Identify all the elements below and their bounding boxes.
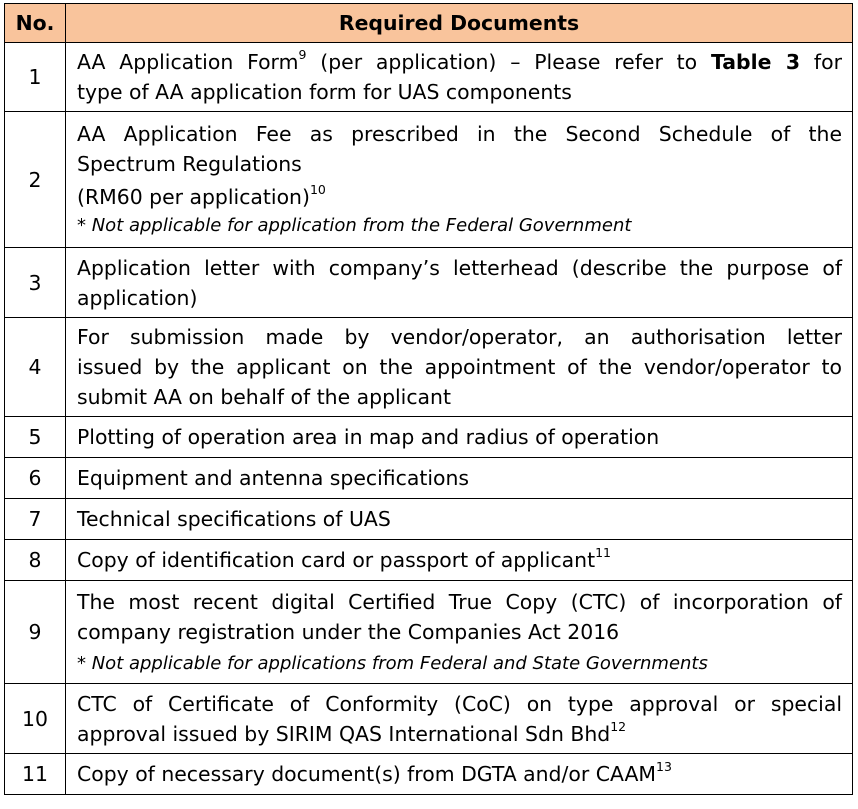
row-number: 3: [5, 248, 66, 318]
table-row: [5, 318, 853, 417]
row-description: [66, 540, 853, 581]
description-line: Spectrum Regulations: [77, 152, 302, 176]
required-documents-table: [4, 3, 853, 795]
description-line: For submission made by vendor/operator, an authorisation letter: [77, 325, 842, 349]
row-number: 2: [5, 112, 66, 248]
table-row: [5, 581, 853, 684]
row-description: [66, 43, 853, 112]
footnote-ref: 13: [656, 759, 672, 775]
row-number: 5: [5, 417, 66, 458]
description-line: type of AA application form for UAS components: [77, 80, 572, 104]
row-number: 6: [5, 458, 66, 499]
row-description: [66, 754, 853, 795]
description-line: [77, 759, 842, 789]
table-reference: Table 3: [710, 50, 801, 74]
footnote-ref: 12: [610, 718, 627, 734]
description-line: [77, 719, 842, 749]
description-line: [77, 182, 842, 212]
description-line: [77, 47, 842, 77]
table-row: [5, 754, 853, 795]
text-segment: approval issued by SIRIM QAS International Sdn Bhd: [77, 721, 611, 746]
table-row: [5, 458, 853, 499]
table-row: [5, 43, 853, 112]
table-header-row: [5, 4, 853, 43]
row-description: [66, 248, 853, 318]
row-description: [66, 417, 853, 458]
description-line: submit AA on behalf of the applicant: [77, 385, 451, 409]
row-number: 9: [5, 581, 66, 684]
text-segment: for: [800, 50, 842, 74]
row-description: [66, 458, 853, 499]
footnote-ref: 9: [298, 47, 307, 63]
text-segment: Copy of necessary document(s) from DGTA and/or CAAM: [77, 762, 657, 786]
text-segment: (per application) – Please refer to: [306, 50, 711, 74]
description-line: company registration under the Companies Act 2016: [77, 619, 620, 644]
description-line: CTC of Certificate of Conformity (CoC) on type approval or special: [77, 691, 842, 716]
description-line: The most recent digital Certified True Copy (CTC) of incorporation of: [77, 589, 842, 614]
description-line: Application letter with company’s letterhead (describe the purpose of: [77, 255, 842, 280]
header-required-documents: Required Documents: [66, 4, 853, 43]
row-number: 1: [5, 43, 66, 112]
description-line: Equipment and antenna specifications: [77, 466, 470, 490]
footnote-ref: 10: [309, 182, 326, 198]
row-number: 7: [5, 499, 66, 540]
footnote-ref: 11: [595, 545, 612, 561]
row-description: [66, 581, 853, 684]
table-row: [5, 248, 853, 318]
text-segment: (RM60 per application): [77, 185, 310, 209]
description-line: Technical specifications of UAS: [77, 507, 391, 531]
description-line: AA Application Fee as prescribed in the Second Schedule of the: [77, 122, 842, 146]
text-segment: Copy of identification card or passport of applicant: [77, 548, 596, 572]
table-row: [5, 417, 853, 458]
row-description: [66, 684, 853, 754]
row-number: 8: [5, 540, 66, 581]
row-description: [66, 499, 853, 540]
table-row: [5, 112, 853, 248]
description-line: [77, 545, 842, 575]
note-text: * Not applicable for application from the Federal Government: [77, 215, 632, 236]
description-line: application): [77, 285, 198, 310]
row-number: 4: [5, 318, 66, 417]
row-number: 11: [5, 754, 66, 795]
description-line: Plotting of operation area in map and radius of operation: [77, 425, 660, 449]
table-row: [5, 540, 853, 581]
text-segment: AA Application Form: [77, 50, 299, 74]
table-row: [5, 499, 853, 540]
description-line: issued by the applicant on the appointment of the vendor/operator to: [77, 355, 842, 379]
row-description: [66, 318, 853, 417]
table-row: [5, 684, 853, 754]
row-number: 10: [5, 684, 66, 754]
row-description: [66, 112, 853, 248]
header-no: No.: [5, 4, 66, 43]
note-text: * Not applicable for applications from Federal and State Governments: [77, 652, 708, 674]
